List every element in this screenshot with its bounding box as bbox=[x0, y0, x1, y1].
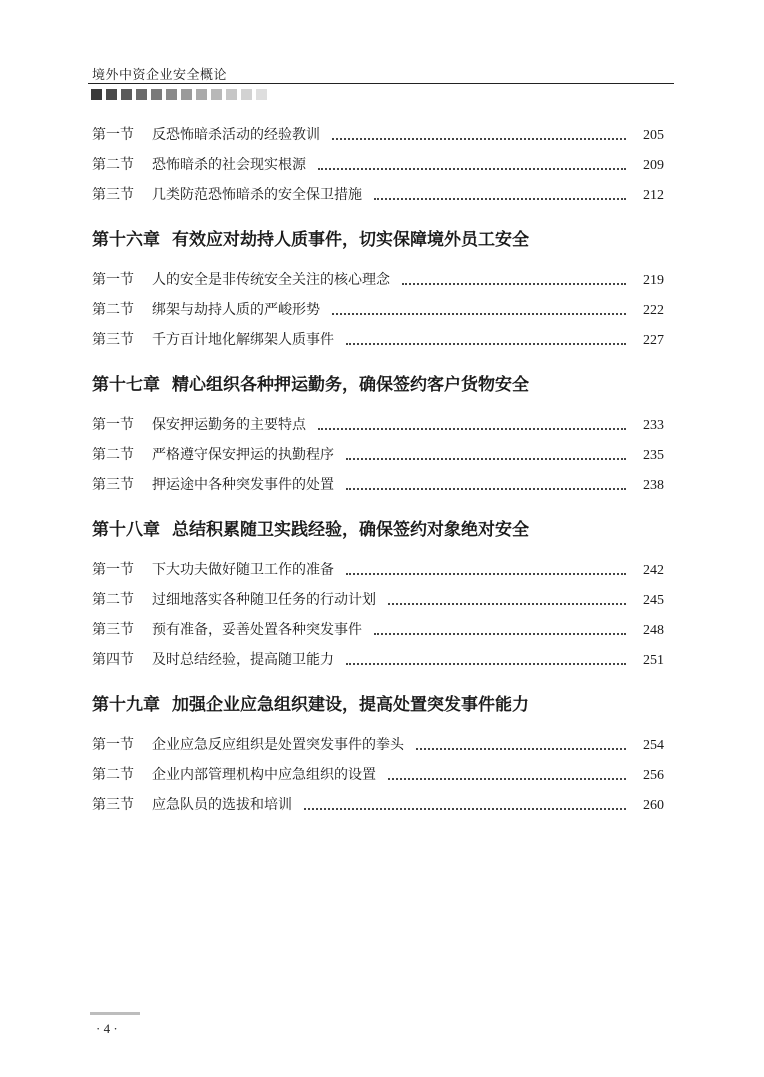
chapter-heading bbox=[92, 368, 664, 402]
decorative-square bbox=[211, 89, 222, 100]
chapter-heading bbox=[92, 688, 664, 722]
toc-entry bbox=[92, 730, 664, 760]
section-page-number: 256 bbox=[643, 768, 664, 783]
section-title: 反恐怖暗杀活动的经验教训 bbox=[152, 127, 320, 143]
section-page-number: 219 bbox=[643, 273, 664, 288]
dot-leader bbox=[416, 747, 626, 750]
toc-entry bbox=[92, 150, 664, 180]
toc-entry bbox=[92, 790, 664, 820]
decorative-square bbox=[151, 89, 162, 100]
chapter-number: 第十九章 bbox=[92, 695, 160, 715]
dot-leader bbox=[304, 807, 626, 810]
running-header-title: 境外中资企业安全概论 bbox=[92, 68, 228, 83]
section-page-number: 251 bbox=[643, 653, 664, 668]
section-title: 千方百计地化解绑架人质事件 bbox=[152, 332, 334, 348]
chapter-title: 精心组织各种押运勤务，确保签约客户货物安全 bbox=[172, 375, 529, 395]
toc-entry bbox=[92, 555, 664, 585]
section-number: 第四节 bbox=[92, 652, 134, 668]
chapter-title: 加强企业应急组织建设，提高处置突发事件能力 bbox=[172, 695, 529, 715]
section-title: 几类防范恐怖暗杀的安全保卫措施 bbox=[152, 187, 362, 203]
section-page-number: 235 bbox=[643, 448, 664, 463]
section-title: 过细地落实各种随卫任务的行动计划 bbox=[152, 592, 376, 608]
chapter-heading bbox=[92, 223, 664, 257]
chapter-number: 第十六章 bbox=[92, 230, 160, 250]
footer-rule bbox=[90, 1012, 140, 1015]
section-page-number: 260 bbox=[643, 798, 664, 813]
section-page-number: 205 bbox=[643, 128, 664, 143]
dot-leader bbox=[346, 457, 626, 460]
decorative-square bbox=[166, 89, 177, 100]
table-of-contents bbox=[92, 120, 664, 820]
decorative-square bbox=[106, 89, 117, 100]
dot-leader bbox=[388, 602, 626, 605]
section-number: 第三节 bbox=[92, 477, 134, 493]
section-title: 人的安全是非传统安全关注的核心理念 bbox=[152, 272, 390, 288]
section-number: 第三节 bbox=[92, 187, 134, 203]
chapter-number: 第十七章 bbox=[92, 375, 160, 395]
section-number: 第二节 bbox=[92, 302, 134, 318]
section-number: 第一节 bbox=[92, 127, 134, 143]
section-page-number: 248 bbox=[643, 623, 664, 638]
section-title: 企业内部管理机构中应急组织的设置 bbox=[152, 767, 376, 783]
section-title: 企业应急反应组织是处置突发事件的拳头 bbox=[152, 737, 404, 753]
toc-entry bbox=[92, 760, 664, 790]
toc-entry bbox=[92, 615, 664, 645]
section-page-number: 209 bbox=[643, 158, 664, 173]
section-page-number: 222 bbox=[643, 303, 664, 318]
dot-leader bbox=[332, 137, 626, 140]
section-page-number: 233 bbox=[643, 418, 664, 433]
section-number: 第一节 bbox=[92, 272, 134, 288]
decorative-square bbox=[181, 89, 192, 100]
page-number: · 4 · bbox=[96, 1021, 118, 1036]
section-page-number: 242 bbox=[643, 563, 664, 578]
toc-entry bbox=[92, 585, 664, 615]
dot-leader bbox=[374, 197, 626, 200]
section-number: 第三节 bbox=[92, 332, 134, 348]
section-number: 第二节 bbox=[92, 767, 134, 783]
chapter-number: 第十八章 bbox=[92, 520, 160, 540]
section-number: 第二节 bbox=[92, 592, 134, 608]
section-title: 恐怖暗杀的社会现实根源 bbox=[152, 157, 306, 173]
dot-leader bbox=[318, 427, 626, 430]
section-title: 应急队员的选拔和培训 bbox=[152, 797, 292, 813]
toc-entry bbox=[92, 410, 664, 440]
dot-leader bbox=[402, 282, 626, 285]
section-page-number: 238 bbox=[643, 478, 664, 493]
toc-entry bbox=[92, 180, 664, 210]
decorative-square bbox=[121, 89, 132, 100]
section-title: 下大功夫做好随卫工作的准备 bbox=[152, 562, 334, 578]
toc-entry bbox=[92, 265, 664, 295]
section-title: 预有准备，妥善处置各种突发事件 bbox=[152, 622, 362, 638]
toc-entry bbox=[92, 470, 664, 500]
dot-leader bbox=[332, 312, 626, 315]
dot-leader bbox=[346, 662, 626, 665]
section-page-number: 212 bbox=[643, 188, 664, 203]
decorative-square bbox=[241, 89, 252, 100]
decorative-square bbox=[226, 89, 237, 100]
section-title: 绑架与劫持人质的严峻形势 bbox=[152, 302, 320, 318]
section-number: 第三节 bbox=[92, 622, 134, 638]
decorative-square bbox=[91, 89, 102, 100]
decorative-square bbox=[256, 89, 267, 100]
section-title: 严格遵守保安押运的执勤程序 bbox=[152, 447, 334, 463]
toc-entry bbox=[92, 440, 664, 470]
dot-leader bbox=[318, 167, 626, 170]
chapter-title: 有效应对劫持人质事件，切实保障境外员工安全 bbox=[172, 230, 529, 250]
section-number: 第二节 bbox=[92, 447, 134, 463]
chapter-title: 总结积累随卫实践经验，确保签约对象绝对安全 bbox=[172, 520, 529, 540]
header-decorative-squares bbox=[91, 89, 267, 100]
section-page-number: 254 bbox=[643, 738, 664, 753]
section-page-number: 227 bbox=[643, 333, 664, 348]
dot-leader bbox=[346, 487, 626, 490]
section-title: 及时总结经验，提高随卫能力 bbox=[152, 652, 334, 668]
dot-leader bbox=[388, 777, 626, 780]
section-number: 第二节 bbox=[92, 157, 134, 173]
header-rule bbox=[88, 83, 674, 84]
section-title: 押运途中各种突发事件的处置 bbox=[152, 477, 334, 493]
dot-leader bbox=[374, 632, 626, 635]
section-number: 第一节 bbox=[92, 562, 134, 578]
toc-entry bbox=[92, 120, 664, 150]
section-number: 第一节 bbox=[92, 417, 134, 433]
section-title: 保安押运勤务的主要特点 bbox=[152, 417, 306, 433]
toc-entry bbox=[92, 325, 664, 355]
dot-leader bbox=[346, 342, 626, 345]
decorative-square bbox=[136, 89, 147, 100]
toc-entry bbox=[92, 295, 664, 325]
section-number: 第三节 bbox=[92, 797, 134, 813]
dot-leader bbox=[346, 572, 626, 575]
toc-entry bbox=[92, 645, 664, 675]
section-page-number: 245 bbox=[643, 593, 664, 608]
chapter-heading bbox=[92, 513, 664, 547]
decorative-square bbox=[196, 89, 207, 100]
section-number: 第一节 bbox=[92, 737, 134, 753]
